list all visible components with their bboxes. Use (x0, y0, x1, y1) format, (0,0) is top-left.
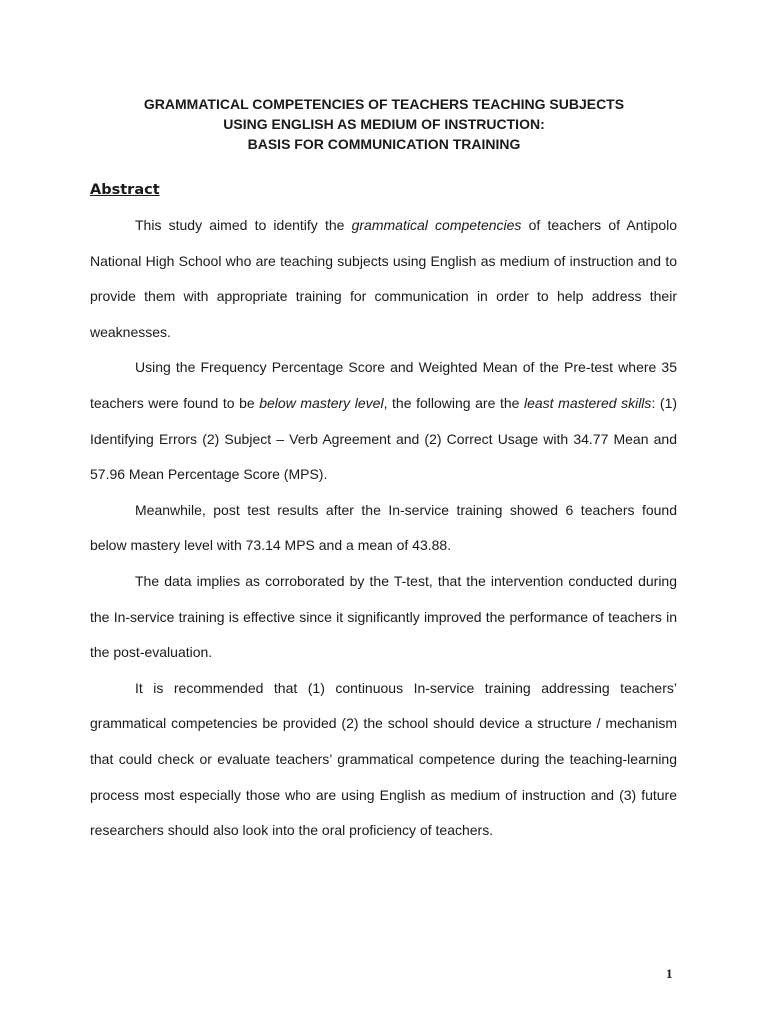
abstract-paragraph-4: The data implies as corroborated by the T-test, that the intervention conducted during the In-service training is effective since it significantly improved the performance of teachers in the post-evaluation. (90, 572, 677, 661)
emphasis-text: below mastery level (259, 394, 384, 411)
abstract-paragraph-1 (90, 208, 677, 350)
title-line-2: USING ENGLISH AS MEDIUM OF INSTRUCTION: (223, 116, 545, 132)
paper-title (0, 94, 768, 154)
title-line-1: GRAMMATICAL COMPETENCIES OF TEACHERS TEACHING SUBJECTS (143, 96, 625, 112)
abstract-paragraph-5: It is recommended that (1) continuous In-service training addressing teachers’ grammatical competencies be provided (2) the school should device a structure / mechanism that could check or evaluate teachers’ grammatical competence during the teaching-learning process most especially those who are using English as medium of instruction and (3) future researchers should also look into the oral proficiency of teachers. (90, 679, 677, 839)
page-number: 1 (666, 966, 673, 981)
abstract-body (90, 208, 677, 849)
abstract-paragraph-3: Meanwhile, post test results after the In-service training showed 6 teachers found below mastery level with 73.14 MPS and a mean of 43.88. (90, 501, 677, 554)
text-run: This study aimed to identify the (135, 217, 352, 233)
text-run: : (1) Identifying Errors (2) Subject – Verb Agreement and (2) Correct Usage with 34.77 Mean and 57.96 Mean Percentage Score (MPS). (90, 394, 678, 483)
title-line-3: BASIS FOR COMMUNICATION TRAINING (247, 136, 521, 152)
abstract-paragraph-2 (90, 350, 677, 492)
text-run: , the following are the (383, 394, 524, 411)
emphasis-text: least mastered skills (524, 394, 652, 411)
abstract-heading: Abstract (90, 182, 160, 198)
text-run: of teachers of Antipolo National High School who are teaching subjects using English as medium of instruction and to provide them with appropriate training for communication in order to help address their weaknesses. (90, 217, 678, 340)
emphasis-text: grammatical competencies (351, 217, 522, 233)
text-run: Using the Frequency Percentage Score and Weighted Mean of the Pre-test where 35 teachers were found to be (90, 359, 677, 411)
